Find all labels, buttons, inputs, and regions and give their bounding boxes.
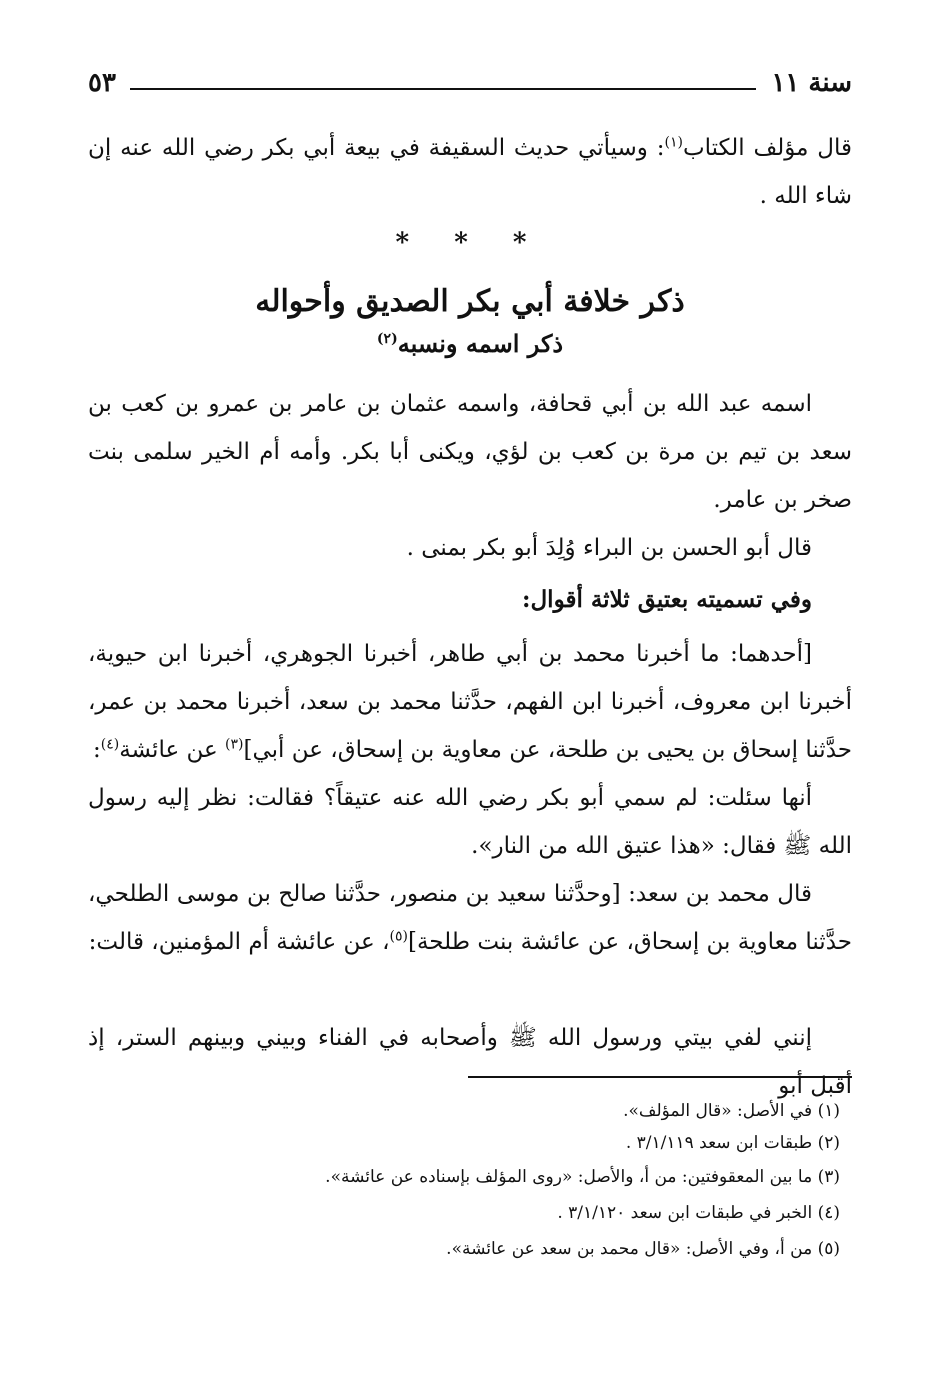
paragraph-atiq-heading: وفي تسميته بعتيق ثلاثة أقوال:: [521, 586, 812, 613]
footnote-rule: [468, 1076, 852, 1078]
isnad-1-colon: :: [92, 737, 101, 763]
section-title: ذكر خلافة أبي بكر الصديق وأحواله: [255, 284, 685, 319]
footnote-2: (٢) طبقات ابن سعد ٣/١/١١٩ .: [625, 1133, 840, 1153]
isnad-1-text: [أحدهما: ما أخبرنا محمد بن أبي طاهر، أخبرنا الجوهري، أخبرنا ابن حيوية، أخبرنا ابن معروف، أخبرنا ابن الفهم، حدَّثنا محمد بن سعد، أخبرنا محمد بن عمر، حدَّثنا إسحاق بن يحيى بن طلحة، عن معاوية بن إسحاق، عن أبي]: [88, 641, 852, 763]
paragraph-birth: قال أبو الحسن بن البراء وُلِدَ أبو بكر بمنى .: [406, 535, 812, 561]
page-header: [88, 68, 852, 108]
footnote-ref-3: (٣): [225, 736, 244, 753]
header-rule: [130, 88, 756, 90]
paragraph-hadith-2: إنني لفي بيتي ورسول الله ﷺ وأصحابه في الفناء وبيني وبينهم الستر، إذ أقبل أبو: [88, 1025, 852, 1099]
isnad-2-end: ، عن عائشة أم المؤمنين، قالت:: [88, 929, 390, 955]
paragraph-isnad-1: [88, 630, 852, 774]
paragraph-isnad-2: [88, 870, 852, 966]
subtitle-text: ذكر اسمه ونسبه: [397, 329, 564, 358]
isnad-1-aisha: عن عائشة: [119, 737, 226, 763]
footnote-3: (٣) ما بين المعقوفتين: من أ، والأصل: «روى المؤلف بإسناده عن عائشة».: [325, 1167, 840, 1187]
paragraph-name-lineage: اسمه عبد الله بن أبي قحافة، واسمه عثمان بن عامر بن عمرو بن كعب بن سعد بن تيم بن مرة بن كعب بن لؤي، ويكنى أبا بكر. وأمه أم الخير سلمى بنت صخر بن عامر.: [88, 391, 852, 513]
section-separator: * * *: [395, 228, 545, 258]
section-subtitle: [88, 324, 852, 364]
author-note-prefix: قال مؤلف الكتاب: [682, 135, 852, 161]
running-title: سنة ١١: [771, 68, 852, 98]
footnote-ref-1: (١): [664, 134, 683, 151]
author-note: [88, 124, 852, 220]
footnote-1: (١) في الأصل: «قال المؤلف».: [623, 1101, 840, 1121]
footnote-4: (٤) الخبر في طبقات ابن سعد ٣/١/١٢٠ .: [557, 1203, 840, 1223]
author-note-text: : وسيأتي حديث السقيفة في بيعة أبي بكر رضي الله عنه إن شاء الله .: [88, 135, 852, 209]
paragraph-hadith-1: أنها سئلت: لم سمي أبو بكر رضي الله عنه عتيقاً؟ فقالت: نظر إليه رسول الله ﷺ فقال: «هذا عتيق الله من النار».: [88, 785, 852, 859]
footnote-ref-4: (٤): [100, 736, 120, 753]
page-number: ٥٣: [88, 68, 116, 98]
footnote-ref-2: (٢): [376, 331, 398, 347]
isnad-2-text: قال محمد بن سعد: [وحدَّثنا سعيد بن منصور، حدَّثنا صالح بن موسى الطلحي، حدَّثنا معاوية بن إسحاق، عن عائشة بنت طلحة]: [88, 881, 852, 955]
footnote-ref-5: (٥): [389, 928, 408, 945]
footnote-5: (٥) من أ، وفي الأصل: «قال محمد بن سعد عن عائشة».: [446, 1239, 840, 1259]
